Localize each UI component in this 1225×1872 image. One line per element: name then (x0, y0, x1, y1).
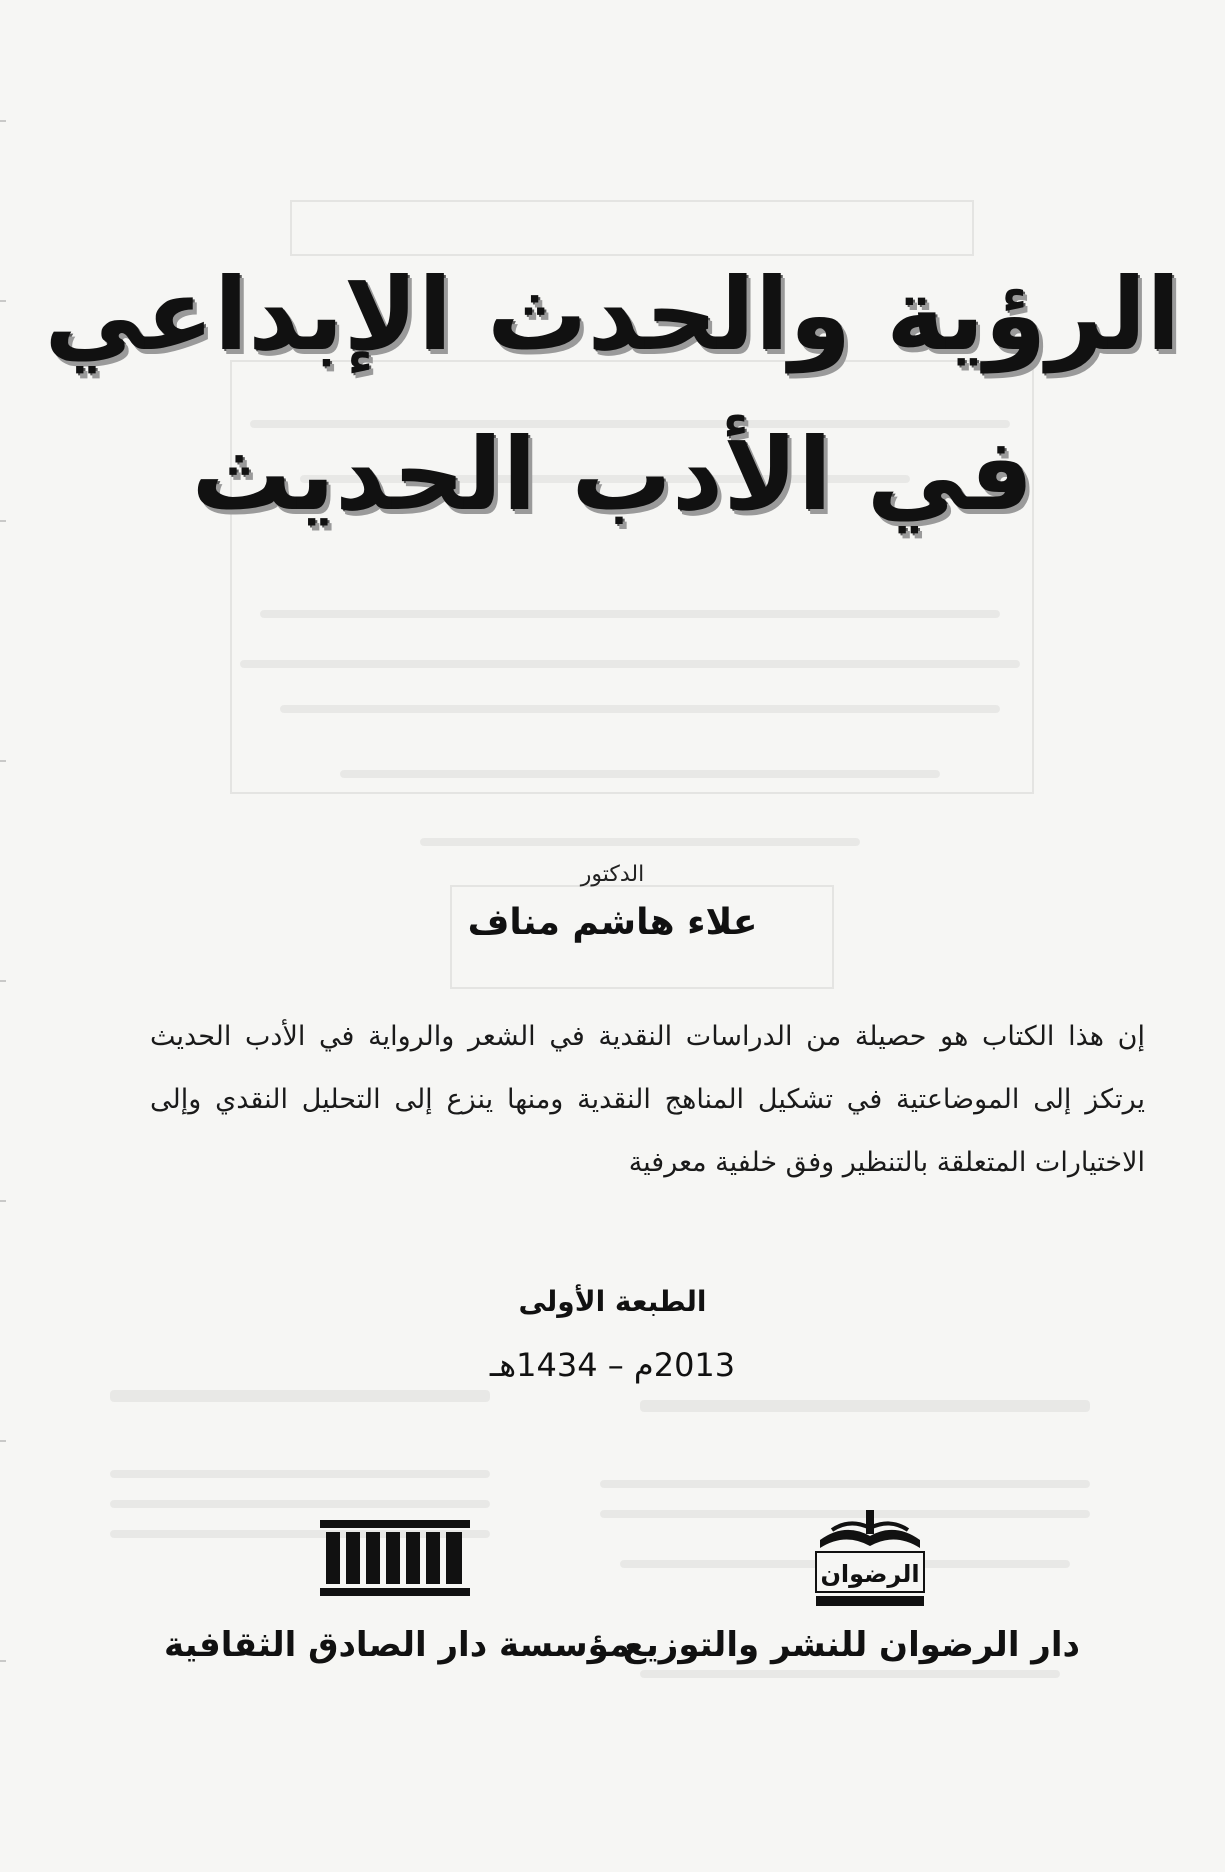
edge-mark (0, 1200, 6, 1202)
bleed-through-line (280, 705, 1000, 713)
author-name: علاء هاشم مناف (467, 902, 758, 943)
book-title-line-1: الرؤية والحدث الإبداعي (44, 256, 1181, 373)
edge-mark (0, 760, 6, 762)
edge-mark (0, 120, 6, 122)
bleed-through-line (640, 1400, 1090, 1412)
books-logo-icon (320, 1520, 470, 1596)
bleed-through-line (260, 610, 1000, 618)
book-title-line-2: في الأدب الحديث (191, 416, 1034, 533)
edition-label: الطبعة الأولى (518, 1285, 707, 1318)
bleed-through-line (420, 838, 860, 846)
publisher-radwan-name: دار الرضوان للنشر والتوزيع (622, 1625, 1080, 1665)
bleed-through-line (640, 1670, 1060, 1678)
author-label: الدكتور (580, 862, 645, 887)
publication-year: 2013م – 1434هـ (489, 1346, 736, 1384)
edge-mark (0, 980, 6, 982)
bleed-through-line (110, 1470, 490, 1478)
edge-mark (0, 1660, 6, 1662)
bleed-through-line (110, 1390, 490, 1402)
book-description: إن هذا الكتاب هو حصيلة من الدراسات النقدية في الشعر والرواية في الأدب الحديث يرتكز إلى الموضاعتية في تشكيل المناهج النقدية ومنها ينزع إلى التحليل النقدي وإلى الاختيارات المتعلقة بالتنظير وفق خلفية معرفية (150, 1021, 1145, 1178)
right-logo-text: الرضوان (820, 1560, 920, 1588)
bleed-through-line (110, 1500, 490, 1508)
bleed-through-box-top (290, 200, 974, 256)
edge-mark (0, 1440, 6, 1442)
bleed-through-line (240, 660, 1020, 668)
open-book-logo-icon (810, 1500, 930, 1610)
bleed-through-line (340, 770, 940, 778)
bleed-through-line (600, 1480, 1090, 1488)
publisher-sadiq-name: مؤسسة دار الصادق الثقافية (163, 1625, 630, 1665)
